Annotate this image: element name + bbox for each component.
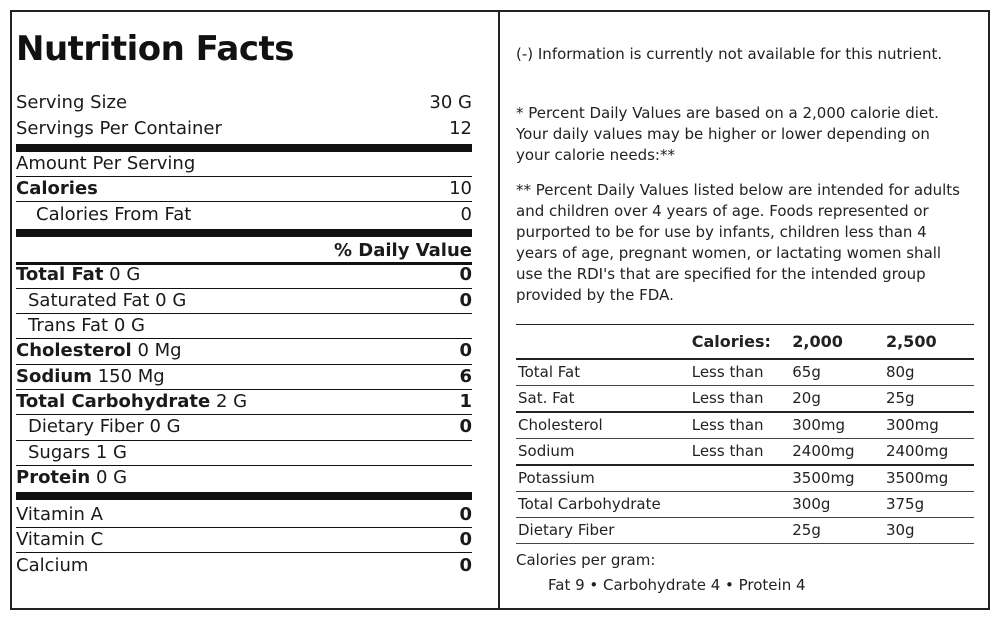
nutrient-label: Sodium — [16, 366, 92, 387]
servings-per-container-row — [16, 118, 472, 140]
calories-row — [16, 178, 472, 200]
nutrient-label: Trans Fat — [28, 315, 109, 336]
nutrient-label: Cholesterol — [16, 340, 132, 361]
table-header-nutrient — [516, 325, 690, 359]
calories-per-gram-label: Calories per gram: — [516, 551, 656, 569]
nutrient-amount: 0 G — [95, 467, 128, 488]
nutrient-row-cholesterol — [16, 340, 472, 362]
nutrient-label: Sugars — [28, 442, 91, 463]
vitamin-row-a — [16, 504, 472, 526]
amount-label: Amount Per Serving — [16, 153, 196, 174]
nutrient-amount: 0 G — [109, 264, 141, 285]
table-header-calories: Calories: — [691, 331, 771, 351]
table-cell-qualifier — [690, 465, 791, 492]
vitamin-row-calcium — [16, 555, 472, 577]
nutrient-amount: 1 G — [95, 442, 127, 463]
table-cell-2000: 3500mg — [792, 469, 855, 487]
serving-size-label: Serving Size — [16, 92, 128, 113]
note-info-unavailable — [516, 44, 966, 65]
serving-size-value: 30 G — [429, 92, 472, 113]
table-cell-2500: 3500mg — [885, 469, 949, 487]
note-text: ** Percent Daily Values listed below are intended for adults and children over 4 years of age. Foods represented or purported to be for use by infants, children less than 4 years of age, pregnant women, or lactating women shall use the RDI's that are specified for the intended group provided by the FDA. — [516, 181, 960, 304]
table-row — [516, 438, 974, 465]
table-row — [516, 385, 974, 412]
table-cell-2000: 25g — [792, 521, 821, 539]
nutrient-amount: 0 Mg — [137, 340, 182, 361]
table-row — [516, 517, 974, 543]
amount-per-serving-row — [16, 153, 472, 175]
table-cell-qualifier: Less than — [691, 389, 764, 407]
table-cell-nutrient: Sodium — [518, 442, 575, 460]
nutrient-row-protein — [16, 467, 472, 489]
table-row — [516, 412, 974, 439]
thick-divider — [16, 229, 472, 237]
nutrient-dv: 0 — [459, 264, 472, 285]
table-cell-2500: 25g — [885, 389, 915, 407]
table-cell-nutrient: Total Carbohydrate — [518, 495, 661, 513]
servings-label: Servings Per Container — [16, 118, 222, 139]
table-cell-nutrient: Total Fat — [518, 363, 581, 381]
nutrient-amount: 2 G — [215, 391, 248, 412]
divider — [16, 527, 472, 528]
divider — [16, 389, 472, 390]
nutrient-row-total-fat — [16, 264, 472, 286]
nutrient-row-dietary-fiber — [28, 416, 472, 438]
nutrient-dv: 1 — [459, 391, 472, 412]
divider — [16, 440, 472, 441]
table-header-row — [516, 325, 974, 359]
vitamin-label: Vitamin A — [16, 504, 103, 525]
thick-divider — [16, 144, 472, 152]
table-cell-nutrient: Potassium — [518, 469, 595, 487]
table-cell-2000: 2400mg — [792, 442, 855, 460]
table-cell-nutrient: Dietary Fiber — [518, 521, 615, 539]
nutrient-dv: 6 — [459, 366, 472, 387]
vitamin-label: Calcium — [16, 555, 89, 576]
thick-divider — [16, 492, 472, 500]
divider — [16, 338, 472, 339]
nutrient-row-sugars — [28, 442, 472, 464]
calories-fat-value: 0 — [460, 204, 472, 225]
nutrient-dv: 0 — [459, 290, 472, 311]
table-cell-2500: 2400mg — [885, 442, 949, 460]
calories-fat-label: Calories From Fat — [36, 204, 192, 225]
vitamin-row-c — [16, 529, 472, 551]
table-header-2500: 2,500 — [885, 331, 937, 351]
nutrient-label: Total Carbohydrate — [16, 391, 211, 412]
nutrient-label: Saturated Fat — [28, 290, 150, 311]
nutrient-amount: 0 G — [149, 416, 181, 437]
divider — [16, 288, 472, 289]
note-daily-values-intended — [516, 180, 966, 306]
vitamin-dv: 0 — [459, 529, 472, 550]
vitamin-label: Vitamin C — [16, 529, 104, 550]
nutrition-facts-title: Nutrition Facts — [16, 29, 294, 69]
note-text: (-) Information is currently not available for this nutrient. — [516, 45, 943, 63]
table-cell-qualifier: Less than — [691, 416, 764, 434]
nutrient-row-saturated-fat — [28, 290, 472, 312]
divider — [16, 176, 472, 177]
daily-value-header: % Daily Value — [333, 240, 472, 261]
nutrient-row-sodium — [16, 366, 472, 388]
table-cell-2500: 30g — [885, 521, 915, 539]
table-cell-qualifier — [690, 491, 791, 517]
nutrient-row-trans-fat — [28, 315, 472, 337]
table-cell-2000: 65g — [792, 363, 821, 381]
calories-from-fat-row — [36, 204, 472, 226]
divider — [16, 364, 472, 365]
nutrient-amount: 0 G — [155, 290, 187, 311]
servings-value: 12 — [449, 118, 472, 139]
table-cell-2000: 300g — [792, 495, 831, 513]
calories-per-gram-values: Fat 9 • Carbohydrate 4 • Protein 4 — [548, 576, 806, 594]
table-row — [516, 359, 974, 386]
nutrient-label: Protein — [16, 467, 91, 488]
table-cell-2500: 300mg — [885, 416, 939, 434]
table-cell-nutrient: Cholesterol — [518, 416, 603, 434]
nutrient-label: Total Fat — [16, 264, 104, 285]
vitamin-dv: 0 — [459, 504, 472, 525]
table-row — [516, 465, 974, 492]
vitamin-dv: 0 — [459, 555, 472, 576]
table-cell-qualifier — [690, 517, 791, 543]
table-cell-qualifier: Less than — [691, 442, 764, 460]
daily-values-table — [516, 324, 974, 544]
table-header-2000: 2,000 — [792, 331, 843, 351]
table-row — [516, 491, 974, 517]
table-cell-2500: 375g — [885, 495, 925, 513]
divider — [16, 313, 472, 314]
nutrient-dv: 0 — [459, 416, 472, 437]
note-percent-daily-values — [516, 103, 966, 166]
nutrient-amount: 150 Mg — [97, 366, 165, 387]
table-cell-qualifier: Less than — [691, 363, 764, 381]
serving-size-row — [16, 92, 472, 114]
calories-label: Calories — [16, 178, 98, 199]
nutrient-row-total-carbohydrate — [16, 391, 472, 413]
calories-value: 10 — [449, 178, 472, 199]
nutrient-dv: 0 — [459, 340, 472, 361]
divider — [16, 414, 472, 415]
divider — [16, 201, 472, 202]
table-cell-nutrient: Sat. Fat — [518, 389, 575, 407]
table-cell-2500: 80g — [885, 363, 915, 381]
table-cell-2000: 20g — [792, 389, 821, 407]
table-cell-2000: 300mg — [792, 416, 846, 434]
nutrient-label: Dietary Fiber — [28, 416, 144, 437]
nutrient-amount: 0 G — [113, 315, 145, 336]
divider — [16, 465, 472, 466]
divider — [16, 552, 472, 553]
note-text: * Percent Daily Values are based on a 2,000 calorie diet. Your daily values may be higher or lower depending on your calorie needs:** — [516, 104, 939, 164]
